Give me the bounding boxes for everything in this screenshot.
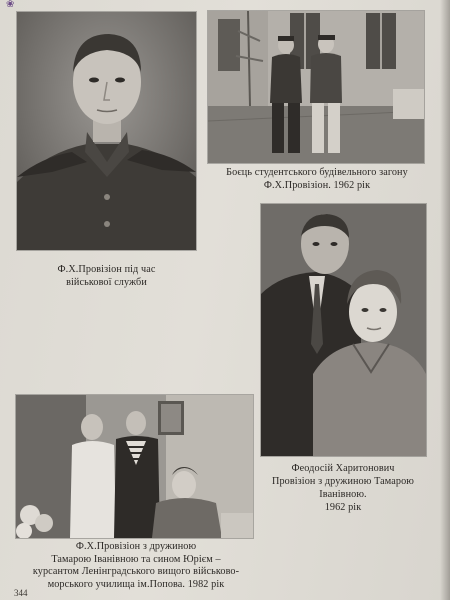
page-number: 344 — [14, 588, 28, 598]
caption-line: 1962 рік — [324, 502, 362, 513]
caption-line: Ф.Х.Провізіон. 1962 рік — [263, 180, 371, 191]
caption-line: Іванівною. — [319, 489, 367, 500]
caption-line: Феодосій Харитонович — [291, 463, 395, 474]
photo-construction-brigade — [208, 11, 424, 163]
caption-line: Боєць студентського будівельного загону — [226, 167, 408, 178]
photo-couple-portrait — [261, 204, 426, 456]
caption-military-portrait — [17, 263, 196, 289]
caption-line: Ф.Х.Провізіон з дружиною — [75, 541, 197, 552]
caption-line: морського училища ім.Попова. 1982 рік — [47, 578, 225, 590]
caption-construction-brigade — [206, 166, 428, 192]
caption-line: Ф.Х.Провізіон під час — [57, 264, 156, 275]
photo-family-group — [16, 395, 253, 538]
caption-line: курсантом Ленінградського вищого військово- — [32, 566, 240, 578]
photo-military-portrait — [17, 12, 196, 250]
caption-couple-portrait — [258, 462, 428, 514]
page-edge-shadow — [440, 0, 450, 600]
caption-line: військової служби — [66, 277, 147, 288]
caption-line: Провізіон з дружиною Тамарою — [272, 476, 414, 487]
caption-family-group — [14, 541, 258, 591]
caption-line: Тамарою Іванівною та сином Юрієм – — [51, 553, 221, 565]
flower-ornament-icon: ❀ — [6, 0, 15, 10]
